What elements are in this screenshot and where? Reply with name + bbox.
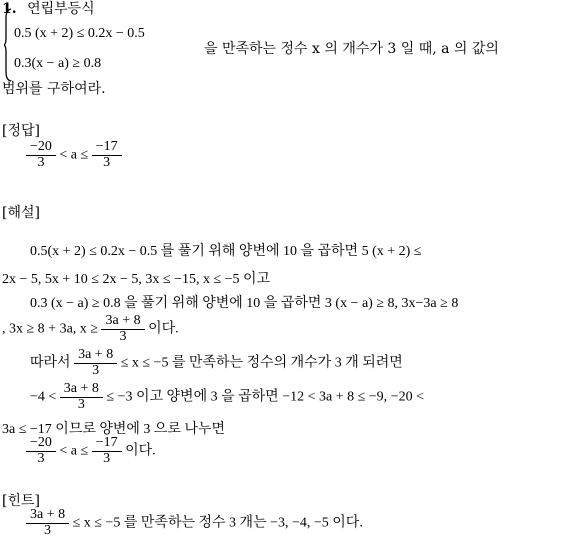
solution-line-4-den: 3 bbox=[101, 329, 144, 345]
system-brace bbox=[4, 8, 12, 82]
hint-label: [힌트] bbox=[2, 493, 40, 509]
solution-line-8-den2: 3 bbox=[92, 451, 122, 467]
hint-num: 3a + 8 bbox=[30, 507, 66, 522]
solution-line-6-den: 3 bbox=[60, 397, 103, 413]
solution-line-4b: 이다. bbox=[148, 321, 179, 337]
solution-line-8-mid: < a ≤ bbox=[59, 443, 89, 459]
problem-stem-line2: 범위를 구하여라. bbox=[2, 81, 106, 97]
hint-expression bbox=[26, 508, 363, 538]
solution-line-4-num: 3a + 8 bbox=[105, 313, 141, 328]
solution-line-6a: −4 < bbox=[30, 389, 57, 405]
solution-label: [해설] bbox=[2, 205, 40, 221]
answer-label: [정답] bbox=[2, 123, 40, 139]
solution-line-5-den: 3 bbox=[74, 363, 117, 379]
solution-line-5-num: 3a + 8 bbox=[78, 347, 114, 362]
solution-line-1: 0.5(x + 2) ≤ 0.2x − 0.5 를 풀기 위해 양변에 10 을 곱하면 5 (x + 2) ≤ bbox=[30, 244, 422, 259]
problem-title: 연립부등식 bbox=[27, 1, 95, 17]
answer-frac2-num: −17 bbox=[95, 139, 118, 154]
answer-frac1-num: −20 bbox=[30, 139, 52, 154]
system-line-1: 0.5 (x + 2) ≤ 0.2x − 0.5 bbox=[14, 26, 145, 41]
solution-line-5a: 따라서 bbox=[30, 355, 71, 371]
solution-line-6 bbox=[30, 382, 424, 412]
solution-line-4 bbox=[2, 314, 179, 344]
answer-expression bbox=[26, 140, 122, 170]
solution-line-8-num2: −17 bbox=[95, 435, 118, 450]
problem-header bbox=[2, 0, 95, 18]
solution-line-6b: ≤ −3 이고 양변에 3 을 곱하면 −12 < 3a + 8 ≤ −9, −20 < bbox=[106, 389, 424, 405]
problem-number: 1. bbox=[2, 1, 17, 17]
solution-line-3: 0.3 (x − a) ≥ 0.8 을 풀기 위해 양변에 10 을 곱하면 3 (x − a) ≥ 8, 3x−3a ≥ 8 bbox=[30, 296, 459, 311]
solution-line-7: 3a ≤ −17 이므로 양변에 3 으로 나누면 bbox=[2, 422, 226, 437]
answer-mid: < a ≤ bbox=[59, 147, 89, 163]
hint-den: 3 bbox=[26, 523, 69, 539]
solution-line-8 bbox=[26, 436, 156, 466]
answer-frac1-den: 3 bbox=[26, 155, 56, 171]
solution-line-2: 2x − 5, 5x + 10 ≤ 2x − 5, 3x ≤ −15, x ≤ −5 이고 bbox=[2, 272, 271, 287]
hint-text: ≤ x ≤ −5 를 만족하는 정수 3 개는 −3, −4, −5 이다. bbox=[72, 515, 363, 531]
solution-line-8b: 이다. bbox=[125, 443, 156, 459]
answer-frac2-den: 3 bbox=[92, 155, 122, 171]
solution-line-8-den1: 3 bbox=[26, 451, 56, 467]
system-line-2: 0.3(x − a) ≥ 0.8 bbox=[14, 56, 102, 71]
solution-line-8-num1: −20 bbox=[30, 435, 52, 450]
solution-line-5 bbox=[30, 348, 403, 378]
solution-line-6-num: 3a + 8 bbox=[63, 381, 99, 396]
problem-stem: 을 만족하는 정수 x 의 개수가 3 일 때, a 의 값의 bbox=[204, 41, 499, 57]
solution-line-4a: , 3x ≥ 8 + 3a, x ≥ bbox=[2, 321, 98, 337]
solution-line-5b: ≤ x ≤ −5 를 만족하는 정수의 개수가 3 개 되려면 bbox=[120, 355, 403, 371]
